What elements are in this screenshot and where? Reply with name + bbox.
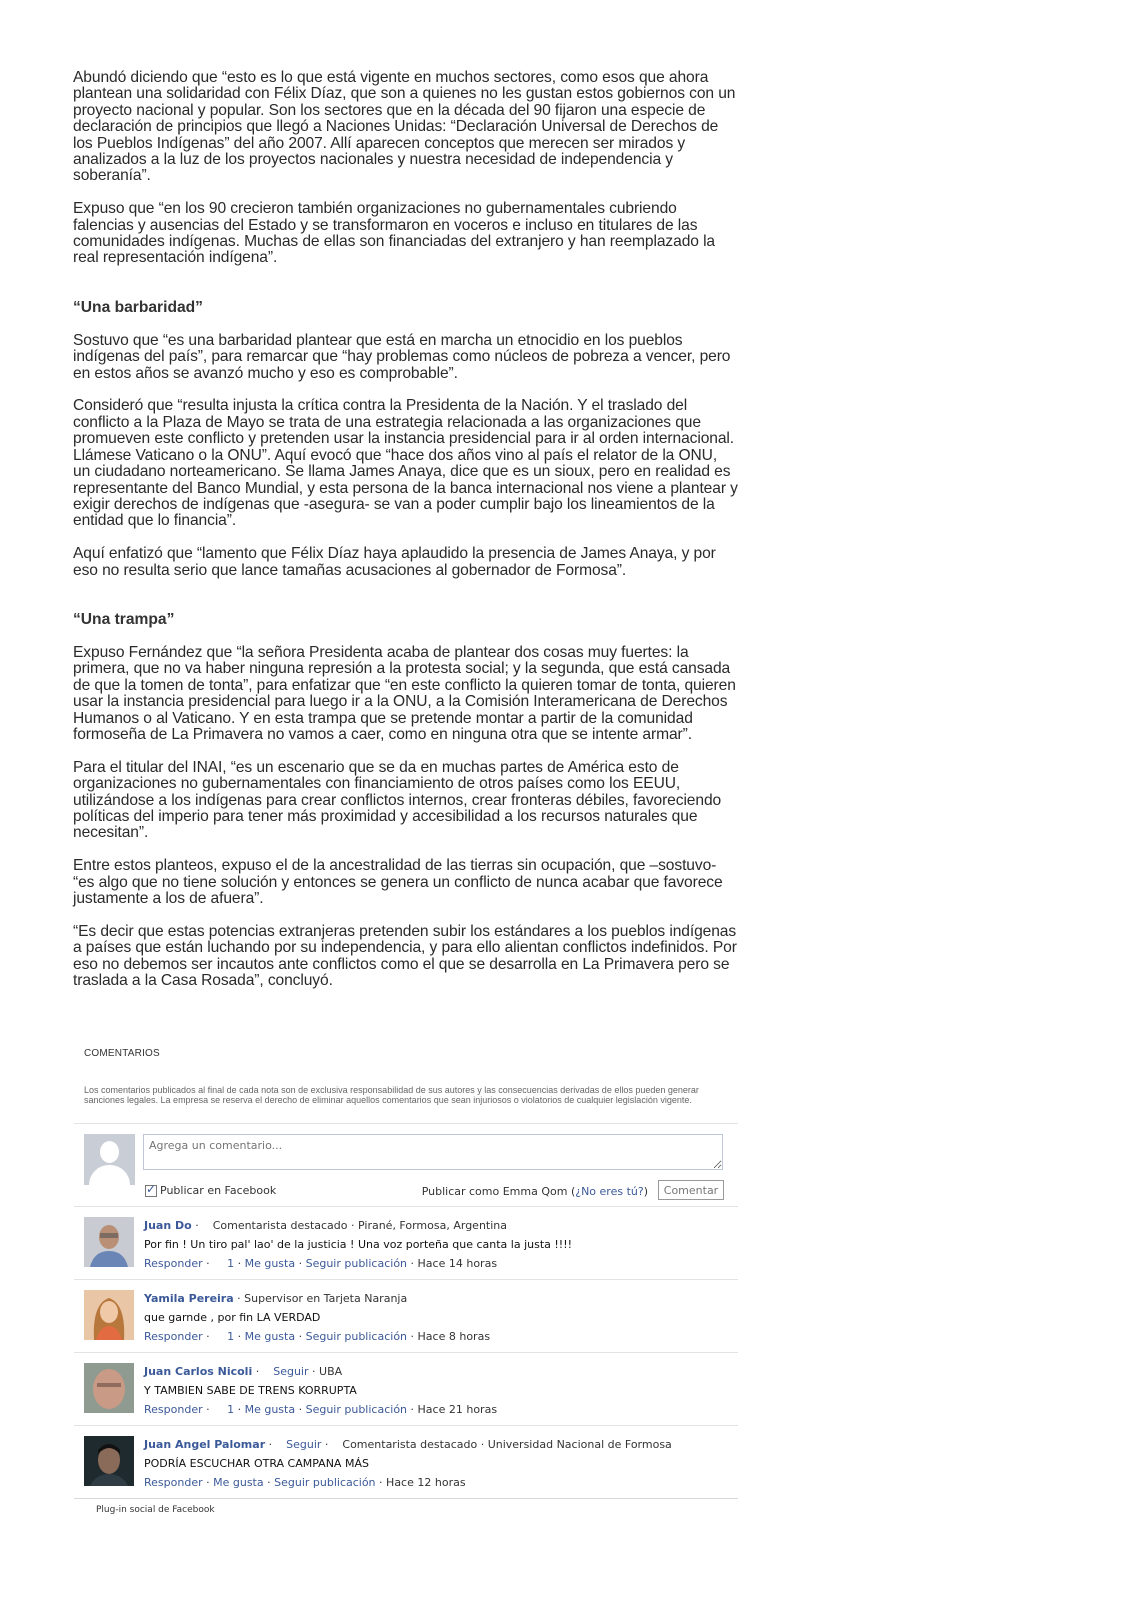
section-heading: “Una trampa” (73, 610, 175, 628)
facebook-plugin-credit: Plug-in social de Facebook (96, 1505, 215, 1515)
default-avatar-icon (84, 1134, 135, 1185)
paragraph: Para el titular del INAI, “es un escenario que se da en muchas partes de América esto de organizaciones no gubernamentales con financiamiento de otros países como los EEUU, utilizándose a los indígenas para crear conflictos internos, crear fronteras débiles, favoreciendo políticas del imperio para tener más proximidad y accesibilidad a los recursos naturales que necesitan”. (73, 758, 722, 842)
not-you-link[interactable]: ¿No eres tú? (575, 1185, 644, 1198)
comment-meta: Juan Angel Palomar · Seguir · Comentarista destacado · Universidad Nacional de Formosa (144, 1438, 672, 1451)
comment-item (74, 1279, 738, 1352)
comment-actions: Responder · 1 · Me gusta · Seguir publicación · Hace 14 horas (144, 1257, 498, 1270)
comments-title: COMENTARIOS (84, 1048, 160, 1059)
comment-text: que garnde , por fin LA VERDAD (144, 1311, 321, 1324)
comment-author-info: UBA (319, 1365, 343, 1378)
reply-link[interactable]: Responder (144, 1257, 203, 1270)
comment-item (74, 1352, 738, 1425)
comment-author[interactable]: Yamila Pereira (144, 1292, 234, 1305)
comment-item (74, 1425, 738, 1498)
paragraph: “Es decir que estas potencias extranjeras pretenden subir los estándares a los pueblos indígenas a países que están luchando por su independencia, y para ello alientan conflictos indefinidos. Por eso no debemos ser incautos ante conflictos como el que se desarrolla en La Primavera pero se traslada a la Casa Rosada”, concluyó. (73, 922, 737, 989)
comment-actions: Responder · Me gusta · Seguir publicación · Hace 12 horas (144, 1476, 466, 1489)
comment-time[interactable]: Hace 8 horas (417, 1330, 491, 1343)
like-link[interactable]: Me gusta (244, 1257, 296, 1270)
comment-input[interactable] (143, 1134, 723, 1170)
like-link[interactable]: Me gusta (244, 1403, 296, 1416)
divider (74, 1498, 738, 1499)
comment-author-info: Supervisor en Tarjeta Naranja (244, 1292, 408, 1305)
like-count[interactable]: 1 (227, 1403, 235, 1416)
follow-link[interactable]: Seguir (273, 1365, 309, 1378)
follow-link[interactable]: Seguir (286, 1438, 322, 1451)
comment-author[interactable]: Juan Carlos Nicoli (144, 1365, 253, 1378)
like-link[interactable]: Me gusta (244, 1330, 296, 1343)
comment-meta: Juan Carlos Nicoli · Seguir · UBA (144, 1365, 343, 1378)
comment-meta: Juan Do · Comentarista destacado · Pirané, Formosa, Argentina (144, 1219, 507, 1232)
follow-post-link[interactable]: Seguir publicación (274, 1476, 376, 1489)
paragraph: Expuso que “en los 90 crecieron también organizaciones no gubernamentales cubriendo falencias y ausencias del Estado y se transformaron en voceros e incluso en titulares de las comunidades indígenas. Muchas de ellas son financiadas del extranjero y han reemplazado la real representación indígena”. (73, 200, 716, 267)
publish-facebook-checkbox[interactable] (145, 1184, 276, 1197)
comment-text: Y TAMBIEN SABE DE TRENS KORRUPTA (144, 1384, 357, 1397)
avatar[interactable] (84, 1436, 134, 1486)
comment-actions: Responder · 1 · Me gusta · Seguir publicación · Hace 21 horas (144, 1403, 498, 1416)
avatar[interactable] (84, 1290, 134, 1340)
paragraph: Abundó diciendo que “esto es lo que está vigente en muchos sectores, como esos que ahora plantean una solidaridad con Félix Díaz, que son a quienes no les gustan estos gobiernos con un proyecto nacional y popular. Son los sectores que en la década del 90 fijaron una especie de declaración de principios que llegó a Naciones Unidas: “Declaración Universal de Derechos de los Pueblos Indígenas” del año 2007. Allí aparecen conceptos que merecen ser mirados y analizados a la luz de los proyectos nacionales y nuestra necesidad de independencia y soberanía”. (73, 69, 736, 185)
comment-author[interactable]: Juan Do (144, 1219, 192, 1232)
comment-time[interactable]: Hace 14 horas (417, 1257, 498, 1270)
comment-author-info: Comentarista destacado · Universidad Nacional de Formosa (342, 1438, 672, 1451)
avatar[interactable] (84, 1363, 134, 1413)
reply-link[interactable]: Responder (144, 1403, 203, 1416)
follow-post-link[interactable]: Seguir publicación (305, 1403, 408, 1416)
comment-text: PODRÍA ESCUCHAR OTRA CAMPANA MÁS (144, 1457, 369, 1470)
comments-section (74, 1048, 738, 1515)
comment-actions: Responder · 1 · Me gusta · Seguir publicación · Hace 8 horas (144, 1330, 491, 1343)
comment-meta: Yamila Pereira · Supervisor en Tarjeta Naranja (144, 1292, 408, 1305)
paragraph: Expuso Fernández que “la señora Presidenta acaba de plantear dos cosas muy fuertes: la primera, que no va haber ninguna represión a la protesta social; y la segunda, que está cansada de que la tomen de tonta”, para enfatizar que “en este conflicto la quieren tomar de tonta, quieren usar la instancia presidencial para luego ir a la ONU, a la Comisión Interamericana de Derechos Humanos o al Vaticano. Y en esta trampa que se pretende montar a partir de la comunidad formoseña de La Primavera no vamos a caer, como en ninguna otra que se intente armar”. (73, 643, 736, 743)
section-heading: “Una barbaridad” (73, 298, 203, 316)
article-body (73, 70, 738, 1006)
like-count[interactable]: 1 (227, 1330, 235, 1343)
like-count[interactable]: 1 (227, 1257, 235, 1270)
paragraph: Sostuvo que “es una barbaridad plantear que está en marcha un etnocidio en los pueblos indígenas del país”, para remarcar que “hay problemas como núcleos de pobreza a vencer, pero en estos años se avanzó mucho y eso es comprobable”. (73, 331, 731, 382)
comment-item (74, 1206, 738, 1279)
comment-composer (74, 1124, 738, 1206)
reply-link[interactable]: Responder (144, 1476, 203, 1489)
checkbox-icon[interactable] (145, 1185, 157, 1197)
comment-author-info: Comentarista destacado · Pirané, Formosa, Argentina (212, 1219, 507, 1232)
comment-time[interactable]: Hace 12 horas (386, 1476, 466, 1489)
comment-text: Por fin ! Un tiro pal' lao' de la justicia ! Una voz porteña que canta la justa !!!! (144, 1238, 573, 1251)
comment-button[interactable]: Comentar (658, 1180, 724, 1200)
reply-link[interactable]: Responder (144, 1330, 203, 1343)
publish-facebook-label: Publicar en Facebook (160, 1184, 277, 1197)
paragraph: Consideró que “resulta injusta la crítica contra la Presidenta de la Nación. Y el traslado del conflicto a la Plaza de Mayo se trata de una estrategia relacionada a las organizaciones que promueven este conflicto y pretenden usar la instancia presidencial para ir al orden internacional. Llámese Vaticano o la ONU”. Aquí evocó que “hace dos años vino al país el relator de la ONU, un ciudadano norteamericano. Se llama James Anaya, dice que es un sioux, pero en realidad es representante del Banco Mundial, y esta persona de la banca internacional nos viene a plantear y exigir derechos de indígenas que -asegura- se van a poder cumplir bajo los lineamientos de la entidad que lo financia”. (73, 397, 738, 530)
comment-author[interactable]: Juan Angel Palomar (144, 1438, 266, 1451)
avatar[interactable] (84, 1217, 134, 1267)
paragraph: Aquí enfatizó que “lamento que Félix Díaz haya aplaudido la presencia de James Anaya, y por eso no resulta serio que lance tamañas acusaciones al gobernador de Formosa”. (73, 545, 716, 579)
like-link[interactable]: Me gusta (213, 1476, 264, 1489)
comment-time[interactable]: Hace 21 horas (417, 1403, 498, 1416)
post-as-text: Publicar como Emma Qom (¿No eres tú?) (421, 1185, 648, 1198)
paragraph: Entre estos planteos, expuso el de la ancestralidad de las tierras sin ocupación, que –sostuvo- “es algo que no tiene solución y entonces se genera un conflicto de nunca acabar que favorece justamente a los de afuera”. (73, 857, 723, 907)
comments-disclaimer: Los comentarios publicados al final de cada nota son de exclusiva responsabilidad de sus autores y las consecuencias derivadas de ellos pueden generar sanciones legales. La empresa se reserva el derecho de eliminar aquellos comentarios que sean injuriosos o violatorios de cualquier legislación vigente. (84, 1085, 699, 1105)
follow-post-link[interactable]: Seguir publicación (305, 1257, 408, 1270)
follow-post-link[interactable]: Seguir publicación (305, 1330, 408, 1343)
